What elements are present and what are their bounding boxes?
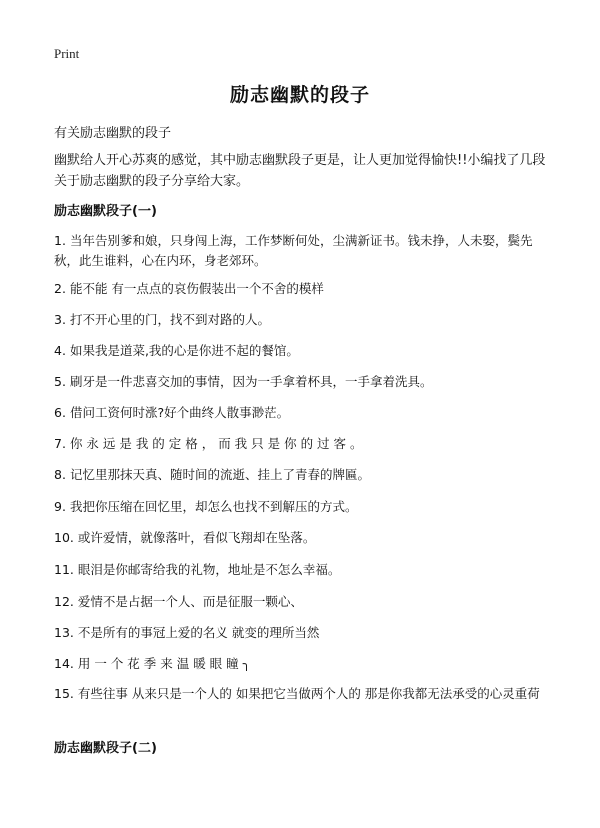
list-item: 7. 你 永 远 是 我 的 定 格 ， 而 我 只 是 你 的 过 客 。 [54, 436, 363, 451]
section-heading-1: 励志幽默段子(一) [54, 204, 157, 219]
list-item: 12. 爱情不是占据一个人、而是征服一颗心、 [54, 594, 303, 609]
list-item: 1. 当年告别爹和娘，只身闯上海，工作梦断何处，尘满新证书。钱未挣，人未娶，鬓先秋，此生谁料，心在内环，身老郊环。 [54, 233, 533, 268]
intro-paragraph: 幽默给人开心苏爽的感觉，其中励志幽默段子更是，让人更加觉得愉快!!小编找了几段关于励志幽默的段子分享给大家。 [54, 153, 546, 189]
list-item: 6. 借问工资何时涨?好个曲终人散事渺茫。 [54, 405, 290, 420]
list-item: 2. 能不能 有一点点的哀伤假装出一个不舍的模样 [54, 281, 324, 296]
list-item: 5. 刷牙是一件悲喜交加的事情，因为一手拿着杯具，一手拿着洗具。 [54, 374, 433, 389]
list-item: 9. 我把你压缩在回忆里，却怎么也找不到解压的方式。 [54, 499, 358, 514]
subtitle: 有关励志幽默的段子 [54, 126, 172, 141]
list-item: 11. 眼泪是你邮寄给我的礼物，地址是不怎么幸福。 [54, 562, 341, 577]
page-title: 励志幽默的段子 [229, 84, 370, 106]
list-item: 15. 有些往事 从来只是一个人的 如果把它当做两个人的 那是你我都无法承受的心灵重荷 [54, 686, 540, 701]
print-link[interactable]: Print [54, 46, 80, 61]
list-item: 13. 不是所有的事冠上爱的名义 就变的理所当然 [54, 625, 320, 640]
list-item: 10. 或许爱情，就像落叶，看似飞翔却在坠落。 [54, 530, 316, 545]
list-item: 3. 打不开心里的门，找不到对路的人。 [54, 312, 270, 327]
list-item: 8. 记忆里那抹天真、随时间的流逝、挂上了青春的牌匾。 [54, 467, 370, 482]
section-heading-2: 励志幽默段子(二) [54, 741, 157, 756]
list-item: 4. 如果我是道菜,我的心是你进不起的餐馆。 [54, 343, 299, 358]
list-item: 14. 用 一 个 花 季 来 温 暖 眼 瞳 ╮ [54, 656, 251, 671]
